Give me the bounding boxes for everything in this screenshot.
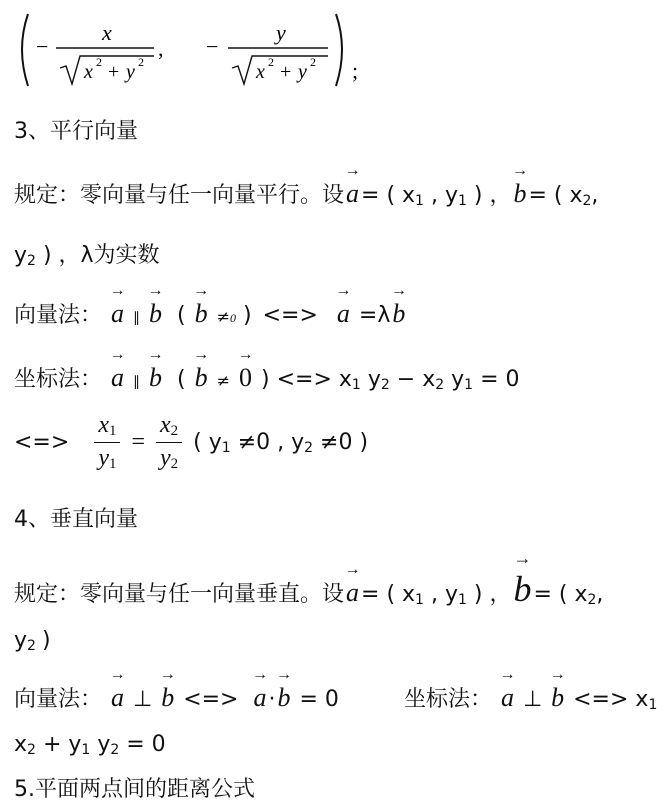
vector-a: → a (252, 666, 268, 712)
sec4-rule-line-2: $y_2$ ) (14, 628, 51, 654)
vector-b: → b (276, 666, 292, 712)
comma-1: , (158, 36, 164, 61)
vector-b: → b (147, 282, 164, 328)
sec4-coord-line-2: $x_2 + y_1$ $y_2 = 0$ (14, 732, 166, 758)
vector-arrow-icon: → (549, 666, 566, 683)
top-formula-graphic (14, 4, 394, 94)
minus-sign-2: − (206, 34, 219, 59)
numerator-y: y (276, 20, 286, 45)
minus-sign-1: − (36, 34, 49, 59)
fraction-x2-y2: $\frac{x_2}{y_2}$ (156, 412, 182, 473)
vector-b-large: → b (513, 548, 532, 609)
vector-arrow-icon: → (344, 162, 361, 179)
vector-arrow-icon: → (193, 346, 210, 363)
perp-symbol: ⊥ (522, 687, 543, 712)
vector-arrow-icon: → (147, 282, 164, 299)
vector-arrow-icon: → (335, 282, 352, 299)
vector-a: → a (344, 561, 361, 607)
perp-symbol: ⊥ (133, 687, 153, 712)
vector-arrow-icon: → (499, 666, 516, 683)
vector-b: → b (193, 282, 210, 328)
parallel-symbol: ∥ (133, 310, 141, 326)
vector-b: → b (549, 666, 566, 712)
exp-2-2: 2 (138, 55, 144, 69)
dot-symbol: · (268, 687, 276, 712)
vector-arrow-icon: → (109, 666, 126, 683)
vector-a: → a (109, 666, 126, 712)
vector-arrow-icon: → (344, 561, 361, 578)
vector-arrow-icon: → (252, 666, 268, 683)
vector-arrow-icon: → (109, 282, 126, 299)
sec3-vector-method: 向量法： → a ∥ → b ( → b ≠0 ) <=> → a =λ → b (14, 282, 407, 328)
plus-2: + (280, 61, 292, 83)
vector-arrow-icon: → (511, 162, 528, 179)
section-3-heading: 3、平行向量 (14, 119, 138, 144)
vector-arrow-icon: → (237, 346, 254, 363)
sec3-rule-line: 规定：零向量与任一向量平行。设 → a= ( $x_1$ , $y_1$ ) ， → b= ( $x_2$, (14, 162, 599, 209)
section-5-heading: 5.平面两点间的距离公式 (14, 777, 255, 802)
top-formula (14, 4, 374, 90)
vector-arrow-icon: → (390, 282, 407, 299)
vector-arrow-icon: → (159, 666, 176, 683)
radicand-y-1: y (126, 61, 135, 83)
plus-1: + (108, 61, 120, 83)
sec3-rule-text: 规定：零向量与任一向量平行。设 (14, 183, 345, 208)
vector-a: → a (344, 162, 361, 208)
vector-b: → b (159, 666, 176, 712)
sec3-fraction-line: <=> $\frac{x_1}{y_1}$ = $\frac{x_2}{y_2}$ ( $y_1 \ne 0$ , $y_2 \ne 0$ ) (14, 412, 369, 472)
sec3-coord-method: 坐标法： → a ∥ → b ( → b ≠ → 0 ) <=> $x_1$ $y_2 - x_2$ $y_1 = 0$ (14, 346, 520, 393)
section-4-heading: 4、垂直向量 (14, 507, 138, 532)
vector-a: → a (109, 282, 126, 328)
fraction-x1-y1: $\frac{x_1}{y_1}$ (94, 412, 120, 473)
vector-arrow-icon: → (513, 548, 532, 568)
vector-b: → b (193, 346, 210, 392)
vector-arrow-icon: → (109, 346, 126, 363)
numerator-x: x (102, 20, 112, 45)
vector-b: → b (147, 346, 164, 392)
sec4-rule-line: 规定：零向量与任一向量垂直。设 → a= ( $x_1$ , $y_1$ ) ， → b= ( $x_2$, (14, 548, 604, 609)
vector-a: → a (499, 666, 516, 712)
semicolon: ; (352, 58, 359, 83)
exp-2-3: 2 (268, 55, 274, 69)
sec3-rule-line-2: $y_2$ ) ，λ为实数 (14, 243, 160, 269)
sec4-methods-line: 向量法： → a ⊥ → b <=> → a· → b = 0 坐标法： → a ⊥ → b <=> $x_1$ (14, 666, 658, 713)
vector-arrow-icon: → (147, 346, 164, 363)
vector-arrow-icon: → (276, 666, 292, 683)
vector-a: → a (335, 282, 352, 328)
parallel-symbol: ∥ (133, 374, 141, 390)
exp-2-1: 2 (96, 55, 102, 69)
radicand-x-2: x (256, 61, 265, 83)
vector-a: → a (109, 346, 126, 392)
exp-2-4: 2 (310, 55, 316, 69)
vector-b: → b (390, 282, 407, 328)
radicand-y-2: y (298, 61, 307, 83)
vector-arrow-icon: → (193, 282, 210, 299)
radicand-x-1: x (84, 61, 93, 83)
vector-b: → b (511, 162, 528, 208)
vector-zero: → 0 (237, 346, 254, 392)
